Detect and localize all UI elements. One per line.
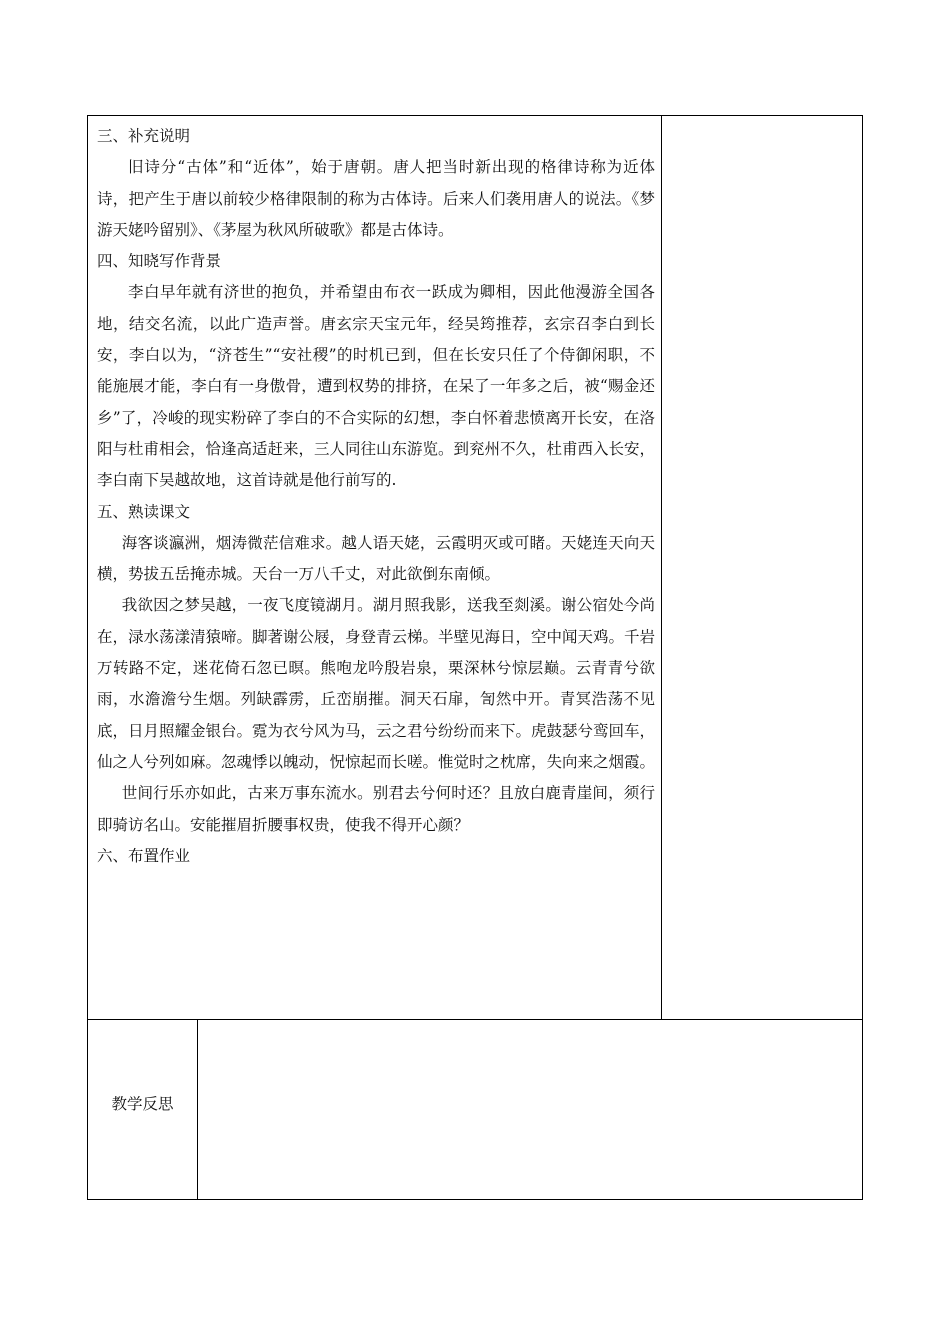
lesson-content — [97, 121, 655, 872]
reflection-row-divider — [87, 1019, 863, 1020]
poem-paragraph-1: 海客谈瀛洲，烟涛微茫信难求。越人语天姥，云霞明灭或可睹。天姥连天向天横，势拔五岳掩赤城。天台一万八千丈，对此欲倒东南倾。 — [97, 533, 655, 584]
reading-heading: 五、熟读课文 — [97, 502, 191, 521]
background-body: 李白早年就有济世的抱负，并希望由布衣一跃成为卿相，因此他漫游全国各地，结交名流，以此广造声誉。唐玄宗天宝元年，经吴筠推荐，玄宗召李白到长安，李白以为，“济苍生”“安社稷”的时机已到，但在长安只任了个侍御闲职，不能施展才能，李白有一身傲骨，遭到权势的排挤，在呆了一年多之后，被“赐金还乡”了，冷峻的现实粉碎了李白的不合实际的幻想，李白怀着悲愤离开长安，在洛阳与杜甫相会，恰逢高适赶来，三人同往山东游览。到兖州不久，杜甫西入长安，李白南下吴越故地，这首诗就是他行前写的. — [97, 283, 656, 490]
poem-paragraph-2: 我欲因之梦吴越，一夜飞度镜湖月。湖月照我影，送我至剡溪。谢公宿处今尚在，渌水荡漾清猿啼。脚著谢公屐，身登青云梯。半壁见海日，空中闻天鸡。千岩万转路不定，迷花倚石忽已暝。熊咆龙吟殷岩泉，栗深林兮惊层巅。云青青兮欲雨，水澹澹兮生烟。列缺霹雳，丘峦崩摧。洞天石扉，訇然中开。青冥浩荡不见底，日月照耀金银台。霓为衣兮风为马，云之君兮纷纷而来下。虎鼓瑟兮鸾回车，仙之人兮列如麻。忽魂悸以魄动，怳惊起而长嗟。惟觉时之枕席，失向来之烟霞。 — [97, 596, 656, 771]
reflection-label: 教学反思 — [111, 1095, 174, 1113]
background-heading: 四、知晓写作背景 — [97, 252, 222, 271]
supplement-heading: 三、补充说明 — [97, 127, 191, 145]
homework-heading: 六、布置作业 — [97, 846, 191, 865]
supplement-body: 旧诗分“古体”和“近体”，始于唐朝。唐人把当时新出现的格律诗称为近体诗，把产生于唐以前较少格律限制的称为古体诗。后来人们袭用唐人的说法。《梦游天姥吟留别》、《茅屋为秋风所破歌》都是古体诗。 — [97, 158, 655, 239]
right-column-divider — [661, 115, 662, 1020]
poem-paragraph-3: 世间行乐亦如此，古来万事东流水。别君去兮何时还？且放白鹿青崖间，须行即骑访名山。安能摧眉折腰事权贵，使我不得开心颜？ — [97, 784, 655, 834]
reflection-label-divider — [197, 1019, 198, 1200]
